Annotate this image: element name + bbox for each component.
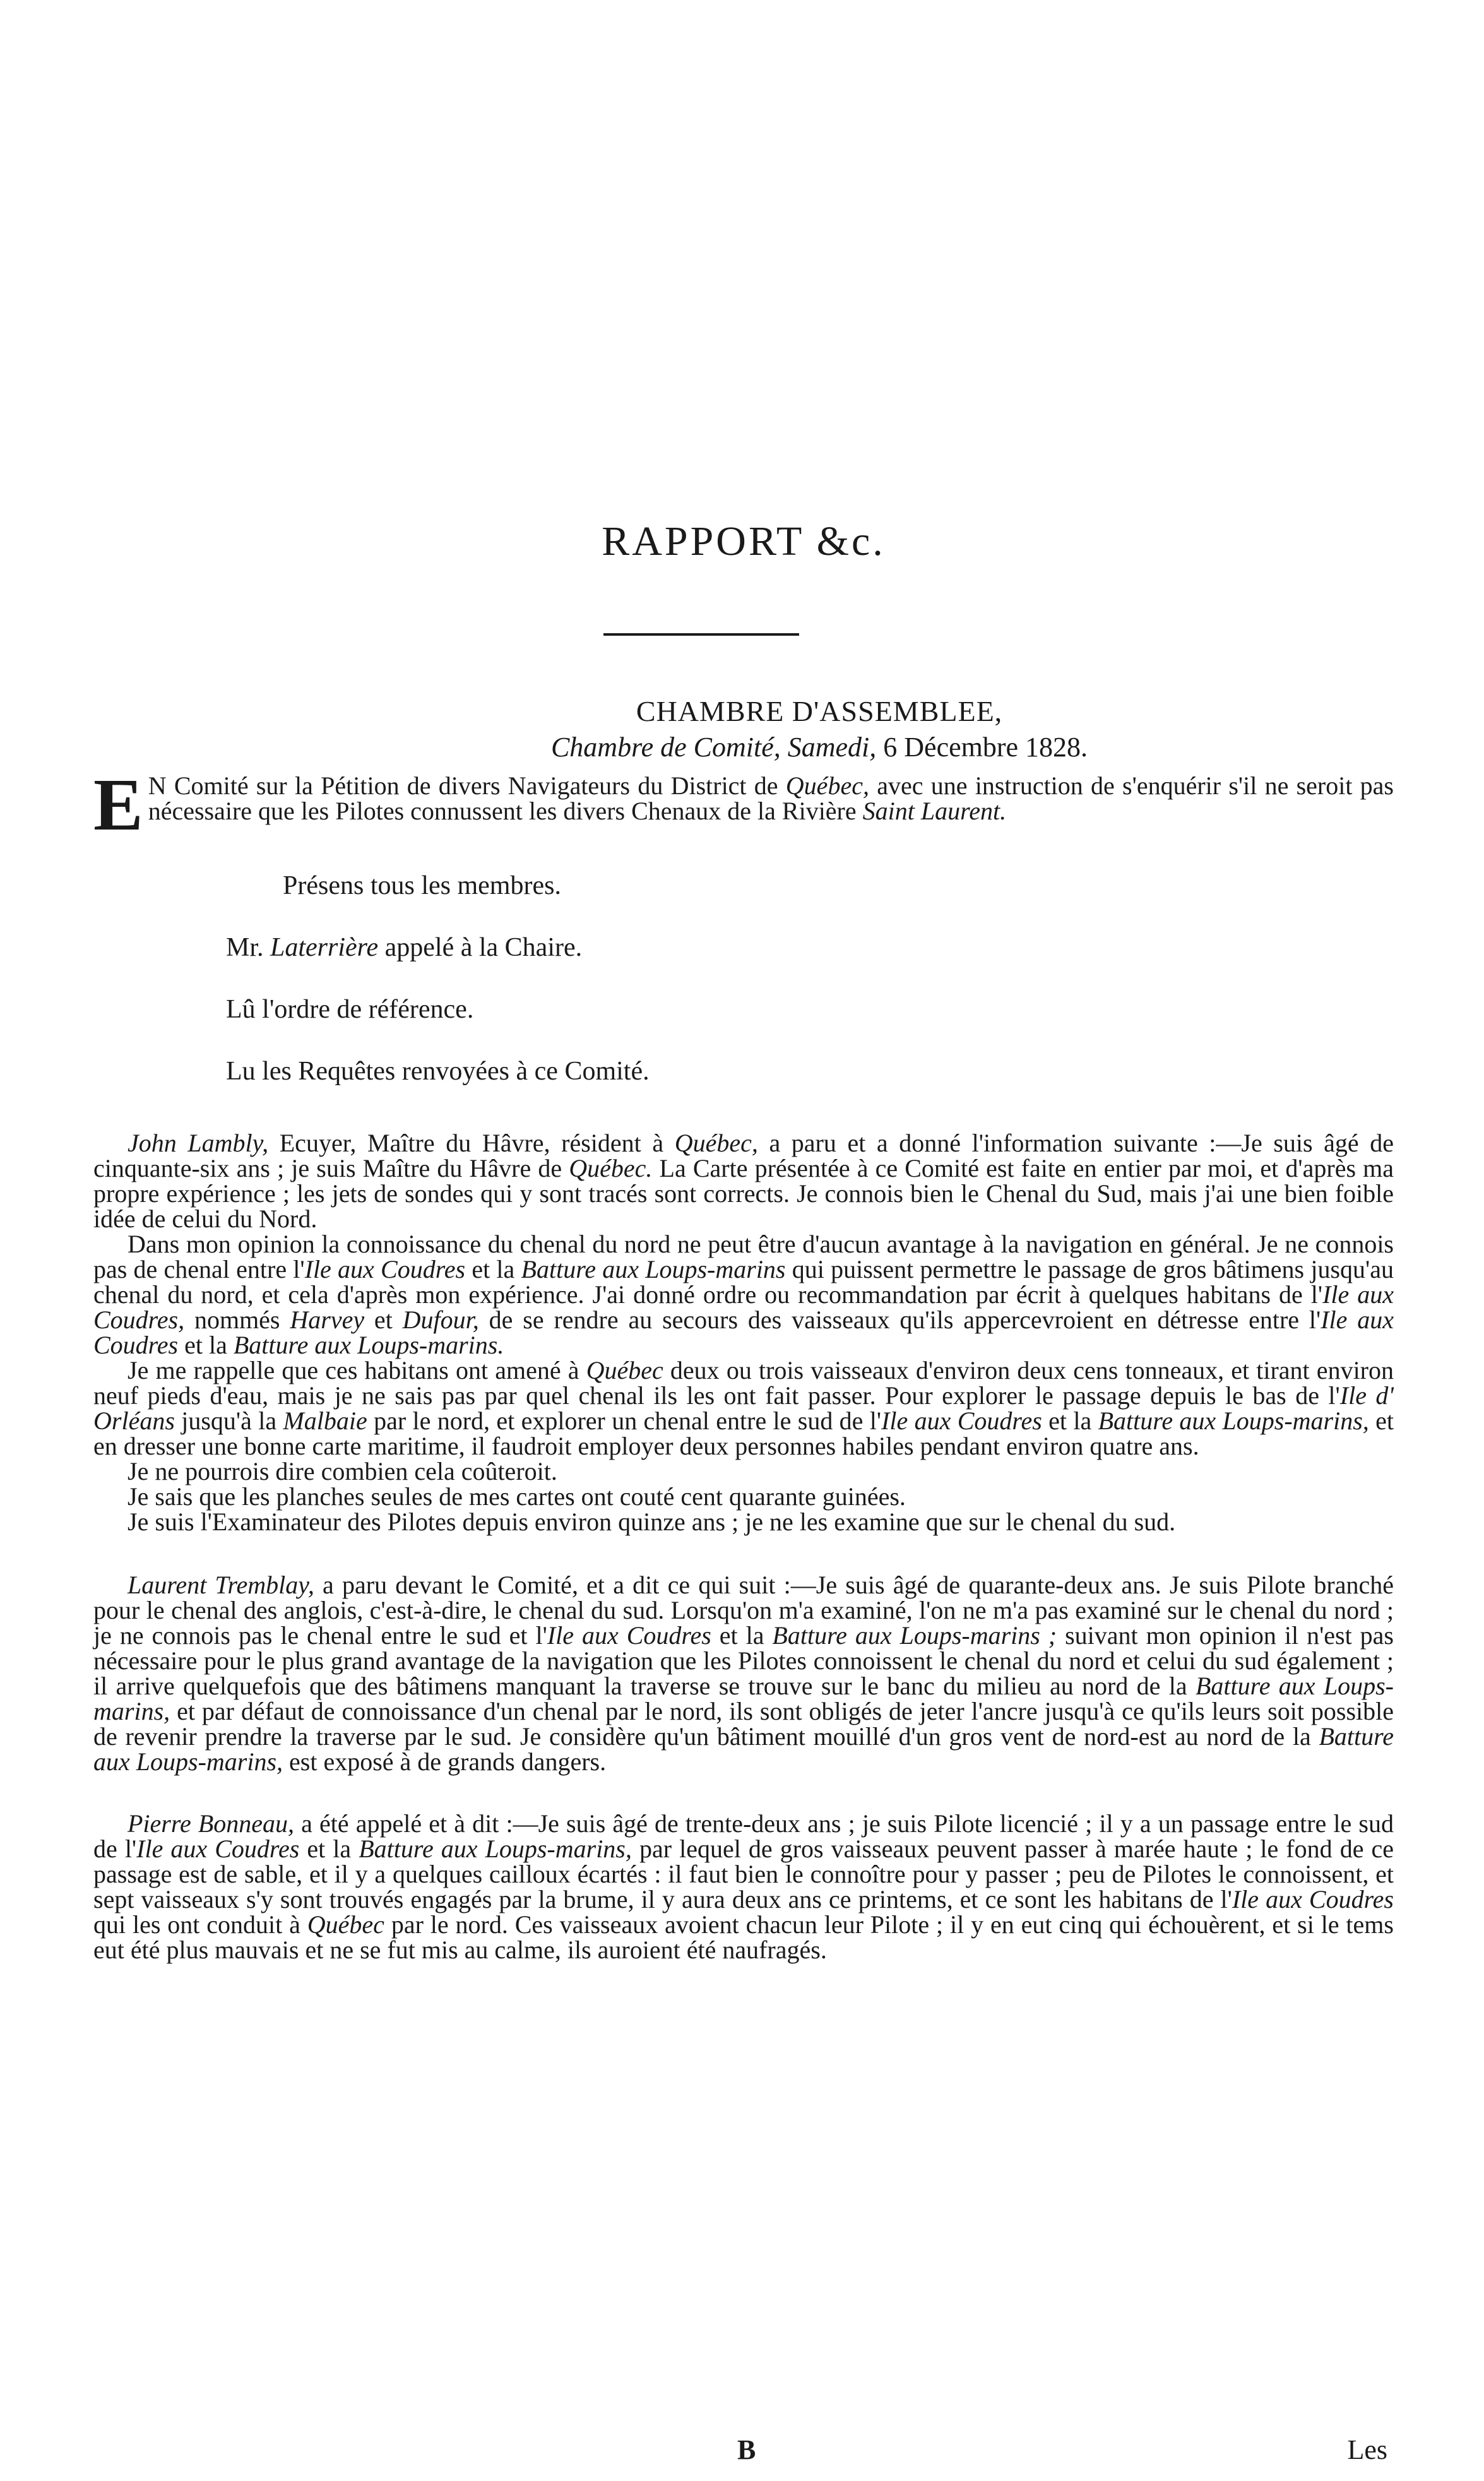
session-prefix: Chambre de Comité, Samedi, [550, 732, 877, 763]
lambly-paragraph-4: Je ne pourrois dire combien cela coûteroit. [128, 1457, 557, 1485]
minutes-requests: Lu les Requêtes renvoyées à ce Comité. [226, 1057, 650, 1086]
title-rule [603, 633, 799, 636]
minutes-chair: Mr. Laterrière appelé à la Chaire. [226, 933, 583, 962]
lambly-paragraph-5: Je sais que les planches seules de mes cartes ont couté cent quarante guinées. [128, 1482, 906, 1511]
session-date: 6 Décembre 1828. [883, 732, 1088, 763]
catchword: Les [1347, 2434, 1387, 2465]
tremblay-paragraph: Laurent Tremblay, a paru devant le Comité, et a dit ce qui suit :—Je suis âgé de quarante-deux ans. Je suis Pilote branché pour le chenal des anglois, c'est-à-dire, le chenal du sud. Lorsqu'on m'a examiné, l'on ne m'a pas examiné sur le chenal du nord ; je ne connois pas le chenal entre le sud et l'Ile aux Coudres et la Batture aux Loups-marins ; suivant mon opinion il n'est pas nécessaire pour le plus grand avantage de la navigation que les Pilotes connoissent le chenal du nord et celui du sud également ; il arrive quelquefois que des bâtimens manquant la traverse se trouve sur le banc du milieu au nord de la Batture aux Loups-marins, et par défaut de connoissance d'un chenal par le nord, ils sont obligés de jeter l'ancre jusqu'à ce qu'ils leurs soit possible de revenir prendre la traverse par le sud. Je considère qu'un bâtiment mouillé d'un gros vent de nord-est au nord de la Batture aux Loups-marins, est exposé à de grands dangers. [93, 1571, 1394, 1776]
lambly-paragraph-2: Dans mon opinion la connoissance du chenal du nord ne peut être d'aucun avantage à la navigation en général. Je ne connois pas de chenal entre l'Ile aux Coudres et la Batture aux Loups-marins qui puissent permettre le passage de gros bâtimens jusqu'au chenal du nord, et cela d'après mon expérience. J'ai donné ordre ou recommandation par écrit à quelques habitans de l'Ile aux Coudres, nommés Harvey et Dufour, de se rendre au secours des vaisseaux qu'ils appercevroient en détresse entre l'Ile aux Coudres et la Batture aux Loups-marins. [93, 1230, 1394, 1359]
lambly-paragraph-6: Je suis l'Examinateur des Pilotes depuis environ quinze ans ; je ne les examine que sur le chenal du sud. [128, 1508, 1176, 1536]
bonneau-paragraph: Pierre Bonneau, a été appelé et à dit :—Je suis âgé de trente-deux ans ; je suis Pilote licencié ; il y a un passage entre le sud de l'Ile aux Coudres et la Batture aux Loups-marins, par lequel de gros vaisseaux peuvent passer à marée haute ; le fond de ce passage est de sable, et il y a quelques cailloux écartés : il faut bien le connoître pour y passer ; peu de Pilotes le connoissent, et sept vaisseaux s'y sont trouvés engagés par la brume, il y aura deux ans ce printems, et ce sont les habitans de l'Ile aux Coudres qui les ont conduit à Québec par le nord. Ces vaisseaux avoient chacun leur Pilote ; il y en eut cinq qui échouèrent, et si le tems eut été plus mauvais et ne se fut mis au calme, ils auroient été naufragés. [93, 1809, 1394, 1964]
minutes-reference: Lû l'ordre de référence. [226, 995, 474, 1024]
minutes-present: Présens tous les membres. [283, 871, 561, 900]
chamber-heading: CHAMBRE D'ASSEMBLEE, [636, 695, 1003, 727]
session-line [93, 731, 1394, 763]
signature-mark: B [737, 2434, 756, 2465]
lambly-paragraph-3: Je me rappelle que ces habitans ont amené à Québec deux ou trois vaisseaux d'environ deux cens tonneaux, et tirant environ neuf pieds d'eau, mais je ne sais pas par quel chenal ils les ont fait passer. Pour explorer le passage depuis le bas de l'Ile d' Orléans jusqu'à la Malbaie par le nord, et explorer un chenal entre le sud de l'Ile aux Coudres et la Batture aux Loups-marins, et en dresser une bonne carte maritime, il faudroit employer deux personnes habiles pendant environ quatre ans. [93, 1356, 1394, 1460]
opening-paragraph: E N Comité sur la Pétition de divers Navigateurs du District de Québec, avec une instruction de s'enquérir s'il ne seroit pas nécessaire que les Pilotes connussent les divers Chenaux de la Rivière Saint Laurent. [93, 763, 1394, 846]
document-body [93, 763, 1394, 1964]
page-title: RAPPORT &c. [602, 518, 886, 564]
lambly-paragraph-1: John Lambly, Ecuyer, Maître du Hâvre, résident à Québec, a paru et a donné l'information suivante :—Je suis âgé de cinquante-six ans ; je suis Maître du Hâvre de Québec. La Carte présentée à ce Comité est faite en entier par moi, et d'après ma propre expérience ; les jets de sondes qui y sont tracés sont corrects. Je connois bien le Chenal du Sud, mais j'ai une bien foible idée de celui du Nord. [93, 1129, 1394, 1233]
document-page [93, 0, 1394, 2481]
drop-cap: E [93, 763, 143, 846]
